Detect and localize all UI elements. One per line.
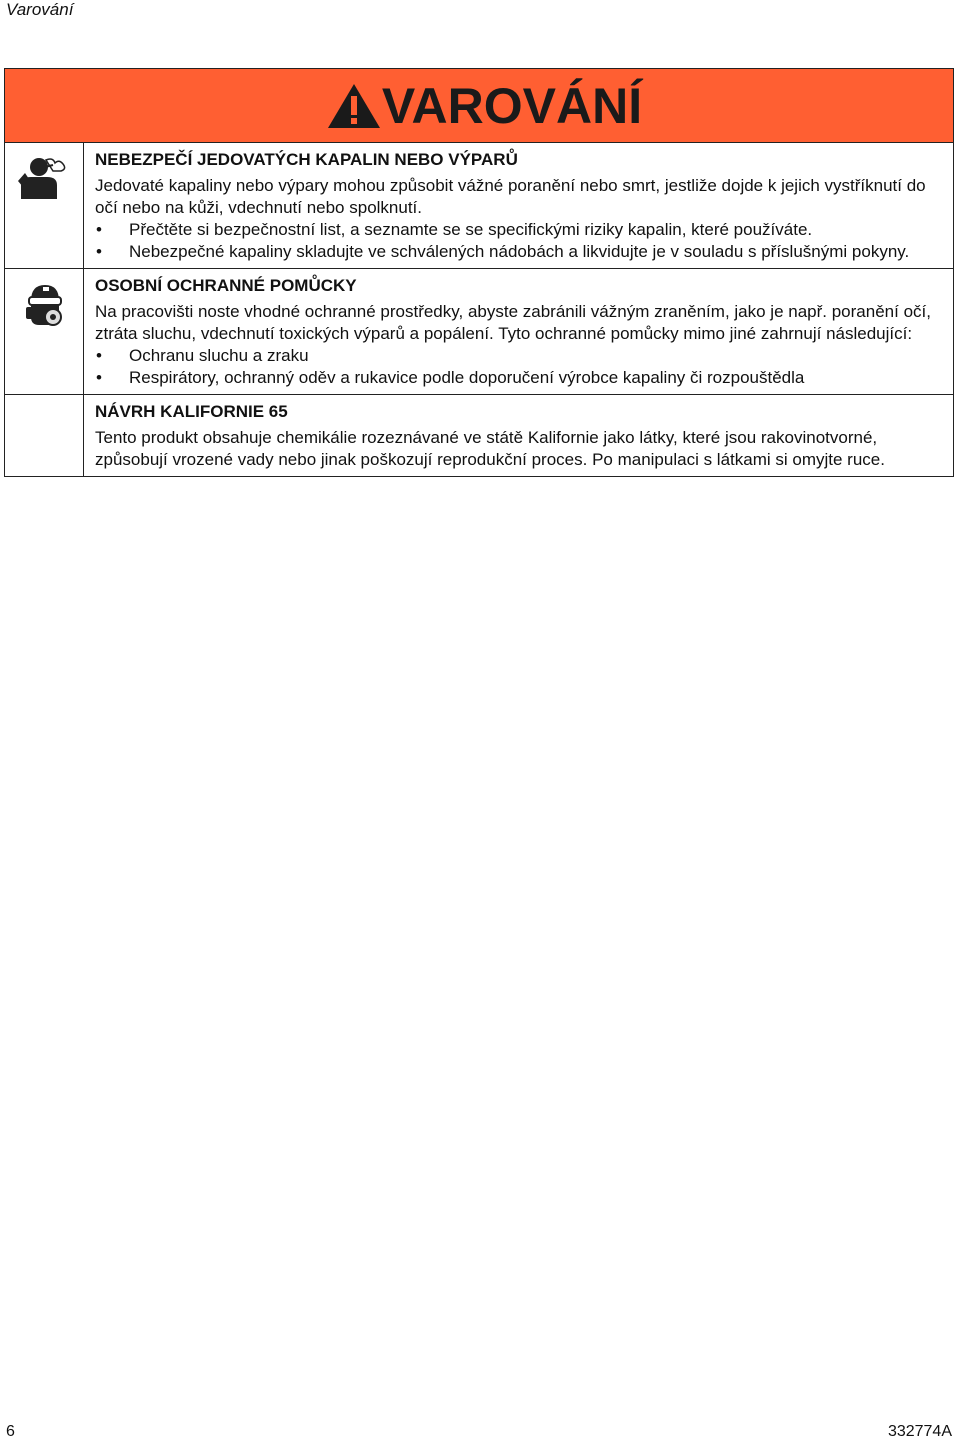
warning-banner xyxy=(5,69,953,143)
bullet-list xyxy=(95,345,943,389)
warning-table xyxy=(4,68,954,477)
bullet-item: • Ochranu sluchu a zraku xyxy=(95,345,943,367)
row-paragraph: Jedovaté kapaliny nebo výpary mohou způsobit vážné poranění nebo smrt, jestliže dojde k jejich vystříknutí do očí nebo na kůži, vdechnutí nebo spolknutí. xyxy=(95,176,926,217)
row-paragraph: Tento produkt obsahuje chemikálie rozeznávané ve státě Kalifornie jako látky, které jsou rakovinotvorné, způsobují vrozené vady nebo jinak poškozují reprodukční proces. Po manipulaci s látkami si omyjte ruce. xyxy=(95,428,885,469)
toxic-fumes-icon xyxy=(15,155,67,201)
warning-triangle-icon xyxy=(326,82,382,130)
warning-row-toxic xyxy=(5,143,953,269)
bullet-list xyxy=(95,219,943,263)
warning-row-prop65 xyxy=(5,395,953,476)
bullet-item: • Přečtěte si bezpečnostní list, a seznamte se se specifickými riziky kapalin, které používáte. xyxy=(95,219,943,241)
document-number: 332774A xyxy=(887,1423,952,1440)
page-number: 6 xyxy=(6,1423,15,1440)
banner-title: VAROVÁNÍ xyxy=(381,77,643,134)
row-title: NEBEZPEČÍ JEDOVATÝCH KAPALIN NEBO VÝPARŮ xyxy=(95,150,518,169)
protective-equipment-icon xyxy=(23,281,65,329)
row-title: OSOBNÍ OCHRANNÉ POMŮCKY xyxy=(95,276,357,295)
bullet-item: • Respirátory, ochranný oděv a rukavice podle doporučení výrobce kapaliny či rozpouštědla xyxy=(95,367,943,389)
warning-row-ppe xyxy=(5,269,953,395)
row-title: NÁVRH KALIFORNIE 65 xyxy=(95,402,288,421)
running-header: Varování xyxy=(6,0,74,19)
row-paragraph: Na pracovišti noste vhodné ochranné prostředky, abyste zabránili vážným zraněním, jako je např. poranění očí, ztráta sluchu, vdechnutí toxických výparů a popálení. Tyto ochranné pomůcky mimo jiné zahrnují následující: xyxy=(95,302,931,343)
bullet-item: • Nebezpečné kapaliny skladujte ve schválených nádobách a likvidujte je v souladu s příslušnými pokyny. xyxy=(95,241,943,263)
